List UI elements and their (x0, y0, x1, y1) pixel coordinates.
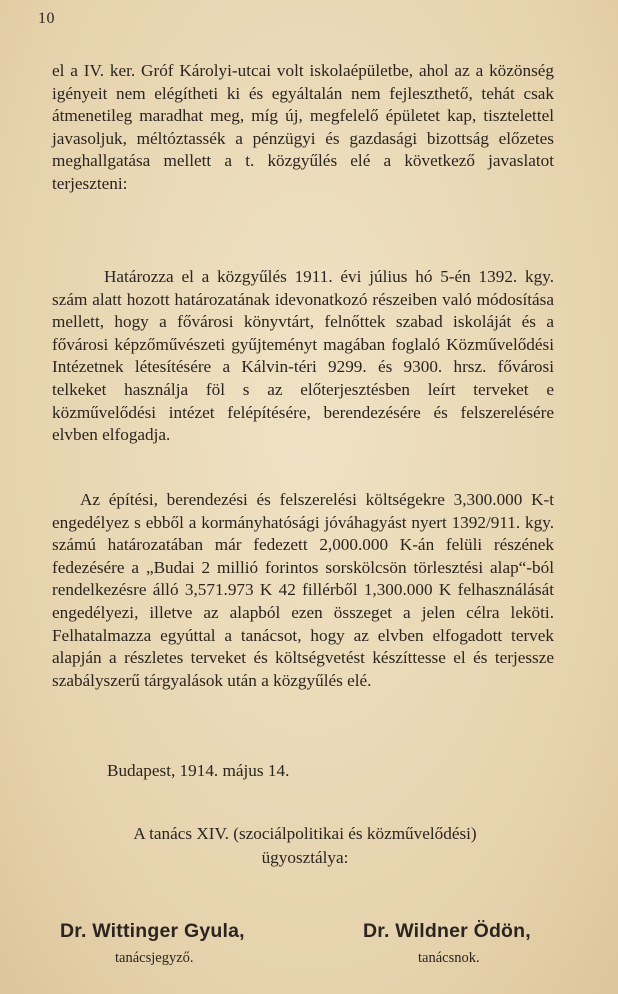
date-line: Budapest, 1914. május 14. (107, 761, 290, 780)
costs-text: Az építési, berendezési és felszerelési költségekre 3,300.000 K-t engedélyez s ebből a kormányhatósági jóváhagyást nyert 1392/911. kgy. számú határozatában már fedezett 2,000.000 K-án felüli részének fedezésére a „Budai 2 millió forintos sorskölcsön törlesztési alap“-ból rendelkezésre álló 3,571.973 K 42 fillérből 1,300.000 K felhasználását engedélyezi, illetve az alapból ezen összeget a jelen célra leköti. Felhatalmazza egyúttal a tanácsot, hogy az elvben elfogadott tervek alapján a részletes terveket és költségvetést készíttesse el és terjessze szabályszerű tárgyalások után a közgyűlés elé. (52, 490, 554, 690)
council-line-1: A tanács XIV. (szociálpolitikai és közművelődési) (133, 824, 477, 843)
signature-left-name: Dr. Wittinger Gyula, (60, 920, 245, 942)
council-line-2: ügyosztálya: (261, 848, 349, 867)
intro-paragraph: el a IV. ker. Gróf Károlyi-utcai volt iskolaépületbe, ahol az a közönség igényeit nem elégítheti ki és egyáltalán nem fejleszthető, tehát csak átmenetileg maradhat meg, míg új, megfelelő épületet kap, tisztelettel javasoljuk, méltóztassék a pénzügyi és gazdasági bizottság előzetes meghallgatása mellett a t. közgyűlés elé a következő javaslatot terjeszteni: (52, 61, 554, 193)
page-number: 10 (38, 10, 55, 27)
signature-left-title: tanácsjegyző. (115, 950, 194, 966)
resolution-paragraph (52, 266, 554, 447)
signature-right-title: tanácsnok. (418, 950, 480, 966)
resolution-text: Határozza el a közgyűlés 1911. évi július hó 5-én 1392. kgy. szám alatt hozott határozatának idevonatkozó részeiben való módosítása mellett, hogy a fővárosi könyvtárt, felnőttek szabad iskoláját és a fővárosi képzőművészeti gyűjteményt magában foglaló Közművelődési Intézetnek létesítésére a Kálvin-téri 9299. és 9300. hrsz. fővárosi telkeket használja föl s az előterjesztésben leírt terveket e közművelődési intézet felépítésére, berendezésére és felszerelésére elvben elfogadja. (52, 267, 554, 445)
costs-paragraph (52, 489, 554, 692)
council-block (52, 822, 558, 870)
signature-right-name: Dr. Wildner Ödön, (363, 920, 531, 942)
